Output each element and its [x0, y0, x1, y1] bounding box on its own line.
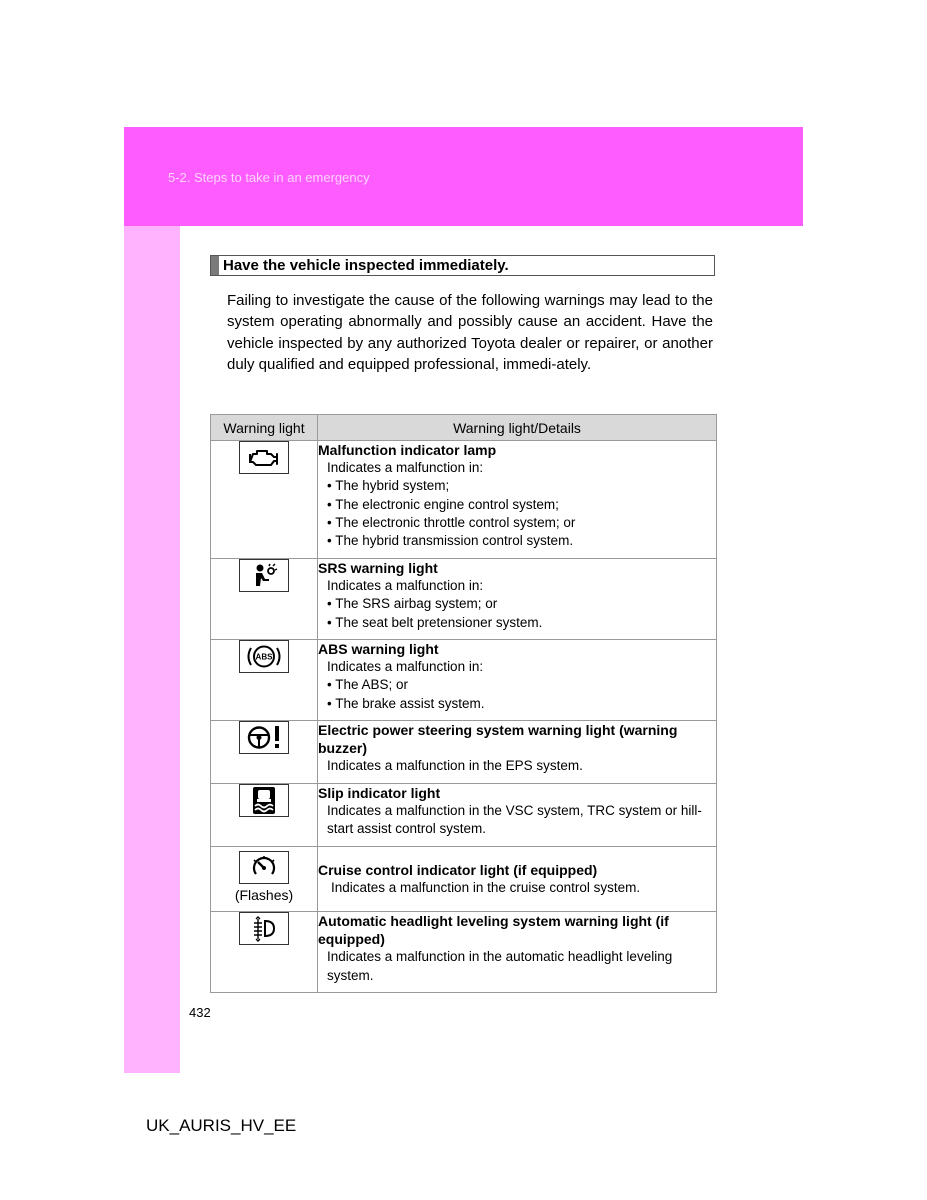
- icon-cell: [211, 721, 318, 784]
- airbag-icon: [239, 559, 289, 592]
- abs-icon-text: ABS: [255, 652, 273, 662]
- details-cell: [318, 721, 717, 784]
- icon-cell: [211, 912, 318, 993]
- warning-item: • The electronic engine control system;: [327, 496, 559, 512]
- table-header-row: [211, 415, 717, 441]
- details-cell: [318, 847, 717, 912]
- warning-item: • The hybrid system;: [327, 478, 450, 494]
- warning-description: Indicates a malfunction in:: [327, 659, 484, 675]
- column-header-details: Warning light/Details: [318, 415, 717, 441]
- warning-title: SRS warning light: [318, 560, 438, 576]
- icon-cell: [211, 784, 318, 847]
- column-header-warning-light: Warning light: [211, 415, 318, 441]
- warning-light-table: [210, 414, 717, 993]
- warning-item: • The SRS airbag system; or: [327, 596, 498, 612]
- warning-description: Indicates a malfunction in:: [327, 578, 484, 594]
- details-cell: [318, 912, 717, 993]
- warning-title: Cruise control indicator light (if equipped): [318, 861, 598, 878]
- details-cell: [318, 441, 717, 559]
- intro-paragraph: Failing to investigate the cause of the following warnings may lead to the system operating abnormally and possibly cause an accident. Have the vehicle inspected by any authorized Toyota dealer or repairer, or another duly qualified and equipped professional, immedi-ately.: [227, 292, 713, 373]
- document-code: UK_AURIS_HV_EE: [146, 1116, 297, 1135]
- table-row: [211, 721, 717, 784]
- icon-cell: [211, 559, 318, 640]
- section-heading-box: [210, 255, 715, 276]
- warning-description: Indicates a malfunction in:: [327, 460, 484, 476]
- warning-title: Electric power steering system warning light (warning buzzer): [318, 722, 678, 757]
- warning-item: • The electronic throttle control system; or: [327, 514, 576, 530]
- table-row: [211, 784, 717, 847]
- icon-cell: [211, 441, 318, 559]
- table-row: [211, 640, 717, 721]
- warning-item: • The seat belt pretensioner system.: [327, 614, 543, 630]
- warning-description: Indicates a malfunction in the cruise control system.: [331, 880, 641, 895]
- side-margin-strip: [124, 226, 180, 1073]
- warning-description: Indicates a malfunction in the EPS system.: [327, 758, 583, 774]
- slip-indicator-icon: [239, 784, 289, 817]
- warning-item: • The hybrid transmission control system.: [327, 533, 574, 549]
- page-number: 432: [189, 1005, 211, 1020]
- abs-icon: [239, 640, 289, 673]
- warning-title: ABS warning light: [318, 641, 439, 657]
- details-cell: [318, 784, 717, 847]
- table-row: [211, 559, 717, 640]
- details-cell: [318, 640, 717, 721]
- icon-cell: [211, 847, 318, 912]
- table-row: [211, 912, 717, 993]
- warning-description: Indicates a malfunction in the automatic headlight leveling system.: [327, 949, 673, 983]
- section-title: Have the vehicle inspected immediately.: [223, 257, 509, 274]
- chapter-section-label: 5-2. Steps to take in an emergency: [168, 170, 370, 185]
- warning-title: Malfunction indicator lamp: [318, 442, 497, 458]
- icon-cell: [211, 640, 318, 721]
- warning-item: • The ABS; or: [327, 677, 409, 693]
- engine-icon: [239, 441, 289, 474]
- warning-item: • The brake assist system.: [327, 695, 485, 711]
- cruise-control-icon: [239, 851, 289, 884]
- chapter-header-band: [124, 127, 803, 226]
- table-row: [211, 847, 717, 912]
- section-heading-marker: [211, 256, 219, 275]
- table-row: [211, 441, 717, 559]
- headlight-leveling-icon: [239, 912, 289, 945]
- warning-description: Indicates a malfunction in the VSC system, TRC system or hill-start assist control system.: [327, 803, 702, 837]
- steering-warning-icon: [239, 721, 289, 754]
- details-cell: [318, 559, 717, 640]
- warning-title: Automatic headlight leveling system warning light (if equipped): [318, 913, 669, 948]
- warning-title: Slip indicator light: [318, 785, 441, 801]
- flashes-note: (Flashes): [234, 887, 294, 903]
